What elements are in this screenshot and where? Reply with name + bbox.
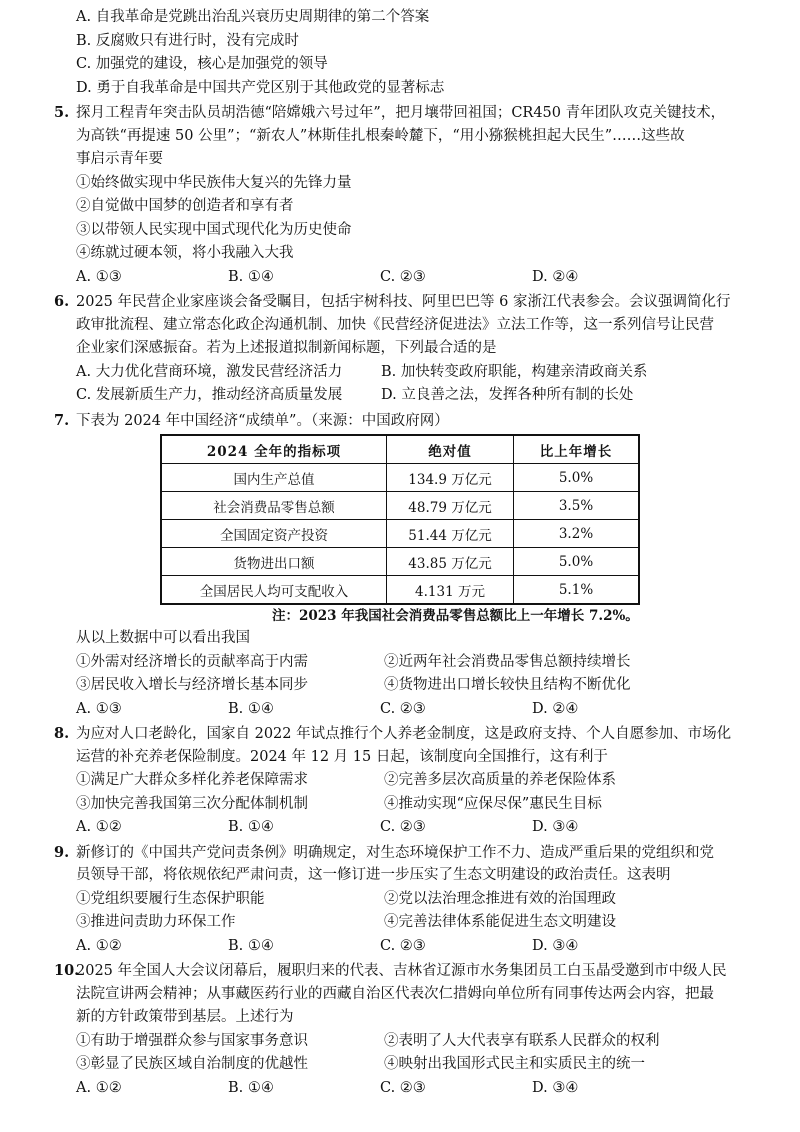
question-8 [54,722,770,840]
choices [54,698,770,722]
statements [54,651,770,675]
question-stem: 下表为 2024 年中国经济“成绩单”。（来源：中国政府网） [76,412,449,429]
question-stem: 法院宣讲两会精神；从事藏医药行业的西藏自治区代表次仁措姆向单位所有同事传达两会内容，把最 [76,985,714,1002]
statements [54,674,770,698]
table-note: 注：2023 年我国社会消费品零售总额比上一年增长 7.2%。 [272,608,639,624]
option-a: A. 自我革命是党跳出治乱兴衰历史周期律的第二个答案 [76,9,430,25]
question-6 [54,290,770,408]
question-stem: 事启示青年要 [76,151,163,167]
statements [54,1030,770,1054]
choice-a: A. ①② [76,819,122,835]
statement-2: ②自觉做中国梦的创造者和享有者 [76,198,294,214]
question-number: 8. [54,725,70,742]
question-stem: 2025 年全国人大会议闭幕后，履职归来的代表、吉林省辽源市水务集团员工白玉晶受邀到市中级人民 [76,963,727,979]
choice-d: D. ③④ [532,1079,579,1096]
question-stem: 为高铁“再提速 50 公里”；“新农人”林斯佳扎根秦岭麓下，“用小猕猴桃担起大民生”……这些故 [76,127,685,144]
table-cell: 社会消费品零售总额 [161,492,387,520]
choice-c: C. 发展新质生产力，推动经济高质量发展 [76,387,343,403]
choice-d: D. ③④ [532,937,579,954]
question-number: 6. [54,293,70,310]
choice-c: C. ②③ [380,819,426,835]
choice-d: D. ②④ [532,268,579,285]
option-c: C. 加强党的建设，核心是加强党的领导 [76,56,328,72]
choice-a: A. ①② [76,937,122,954]
question-stem: 新修订的《中国共产党问责条例》明确规定，对生态环境保护工作不力、造成严重后果的党组织和党 [76,844,714,861]
table-row [161,548,639,576]
choice-a: A. ①③ [76,268,122,285]
choice-b: B. ①④ [228,268,274,285]
statements [54,1053,770,1077]
choice-c: C. ②③ [380,700,426,717]
table-cell: 全国居民人均可支配收入 [161,576,387,605]
table-cell: 5.0% [514,548,640,576]
choices [54,935,770,959]
choice-d: D. ③④ [532,819,579,835]
statement-1: ①有助于增强群众参与国家事务意识 [76,1032,308,1049]
statement-1: ①党组织要履行生态保护职能 [76,890,265,907]
statement-3: ③以带领人民实现中国式现代化为历史使命 [76,221,352,238]
question-stem: 新的方针政策带到基层。上述行为 [76,1009,294,1025]
table-header-row [161,435,639,464]
question-stem: 为应对人口老龄化，国家自 2022 年试点推行个人养老金制度，这是政府支持、个人自愿参加、市场化 [76,726,732,742]
choice-a: A. ①③ [76,700,122,717]
statement-1: ①外需对经济增长的贡献率高于内需 [76,653,308,670]
table-header: 2024 全年的指标项 [161,435,387,464]
choice-c: C. ②③ [380,937,426,954]
question-stem: 探月工程青年突击队员胡浩德“陪嫦娥六号过年”，把月壤带回祖国；CR450 青年团队攻克关键技术， [76,105,726,121]
choice-d: D. ②④ [532,700,579,717]
question-stem: 运营的补充养老保险制度。2024 年 12 月 15 日起，该制度向全国推行，这有利于 [76,748,608,765]
question-7 [54,409,770,722]
table-row [161,520,639,548]
statement-2: ②完善多层次高质量的养老保险体系 [384,772,616,788]
table-header: 绝对值 [387,435,514,464]
question-stem: 政审批流程、建立常态化政企沟通机制、加快《民营经济促进法》立法工作等，这一系列信号让民营 [76,316,714,333]
statement-3: ③推进问责助力环保工作 [76,914,236,930]
statement-3: ③居民收入增长与经济增长基本同步 [76,677,308,693]
statement-2: ②表明了人大代表享有联系人民群众的权利 [384,1032,660,1049]
table-cell: 51.44 万亿元 [387,520,514,548]
choices [54,1077,770,1101]
question-stem: 员领导干部，将依规依纪严肃问责，这一修订进一步压实了生态文明建设的政治责任。这表明 [76,867,671,883]
question-9 [54,841,770,959]
table-cell: 3.5% [514,492,640,520]
choices [54,816,770,840]
question-lead: 从以上数据中可以看出我国 [76,630,250,646]
statements [54,888,770,912]
question-5 [54,101,770,289]
question-4-options [54,6,770,100]
question-number: 7. [54,411,70,429]
choice-c: C. ②③ [380,268,426,285]
option-d: D. 勇于自我革命是中国共产党区别于其他政党的显著标志 [76,79,445,96]
table-cell: 全国固定资产投资 [161,520,387,548]
statement-4: ④完善法律体系能促进生态文明建设 [384,914,616,930]
statement-1: ①始终做实现中华民族伟大复兴的先锋力量 [76,174,352,191]
table-cell: 5.1% [514,576,640,605]
choice-d: D. 立良善之法，发挥各种所有制的长处 [381,387,634,403]
statement-4: ④练就过硬本领，将小我融入大我 [76,245,294,261]
statements [54,793,770,817]
economy-table [160,434,640,605]
table-cell: 43.85 万亿元 [387,548,514,576]
statement-3: ③加快完善我国第三次分配体制机制 [76,795,308,812]
choices [54,384,770,408]
statement-1: ①满足广大群众多样化养老保障需求 [76,772,308,788]
choice-b: B. 加快转变政府职能，构建亲清政商关系 [381,363,648,380]
table-cell: 3.2% [514,520,640,548]
choice-a: A. 大力优化营商环境，激发民营经济活力 [76,363,343,380]
table-cell: 国内生产总值 [161,464,387,492]
question-stem: 2025 年民营企业家座谈会备受瞩目，包括宇树科技、阿里巴巴等 6 家浙江代表参会。会议强调简化行 [76,294,731,310]
question-stem: 企业家们深感振奋。若为上述报道拟制新闻标题，下列最合适的是 [76,340,497,356]
choice-b: B. ①④ [228,1079,274,1096]
choice-b: B. ①④ [228,700,274,717]
table-header: 比上年增长 [514,435,640,464]
statement-2: ②党以法治理念推进有效的治国理政 [384,890,616,907]
table-row [161,492,639,520]
choice-b: B. ①④ [228,819,274,835]
table-row [161,576,639,605]
table-cell: 48.79 万亿元 [387,492,514,520]
statements [54,769,770,793]
choices [54,266,770,290]
table-cell: 5.0% [514,464,640,492]
choice-c: C. ②③ [380,1079,426,1096]
table-cell: 134.9 万亿元 [387,464,514,492]
choice-a: A. ①② [76,1079,122,1096]
statement-2: ②近两年社会消费品零售总额持续增长 [384,653,631,670]
table-row [161,464,639,492]
question-number: 9. [54,843,70,861]
option-b: B. 反腐败只有进行时，没有完成时 [76,32,299,49]
table-cell: 货物进出口额 [161,548,387,576]
question-number: 5. [54,104,70,121]
choices [54,361,770,385]
statement-4: ④推动实现“应保尽保”惠民生目标 [384,795,602,812]
table-cell: 4.131 万元 [387,576,514,605]
statement-4: ④映射出我国形式民主和实质民主的统一 [384,1056,645,1072]
statement-3: ③彰显了民族区域自治制度的优越性 [76,1056,308,1072]
choice-b: B. ①④ [228,937,274,954]
statement-4: ④货物进出口增长较快且结构不断优化 [384,677,631,693]
question-number: 10. [54,962,80,979]
question-10 [54,959,770,1100]
statements [54,911,770,935]
